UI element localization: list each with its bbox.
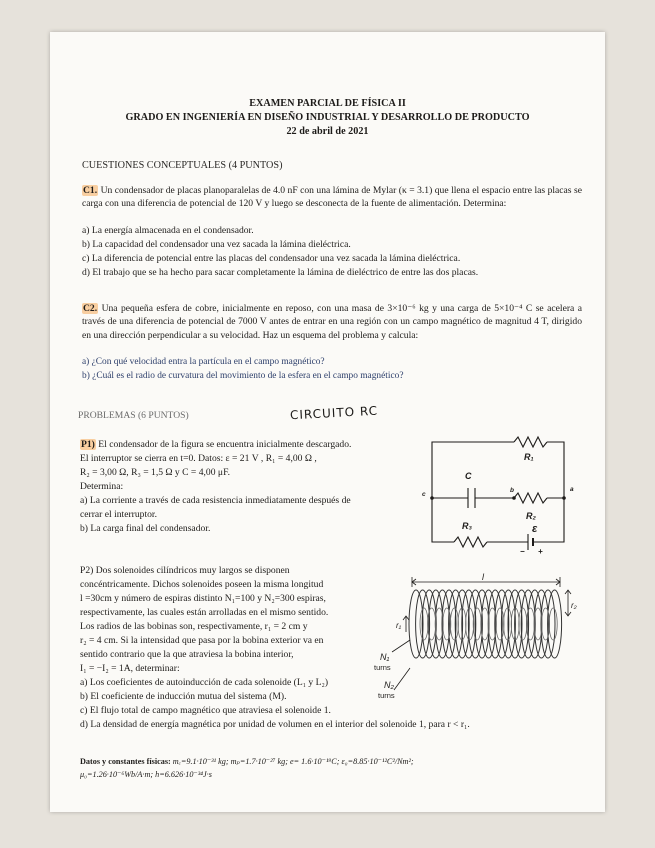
p2-line-5: Los radios de las bobinas son, respectivamente, r₁ = 2 cm y [80, 621, 308, 632]
p2-item-c: c) El flujo total de campo magnético que atraviesa el solenoide 1. [80, 705, 331, 716]
p1-line-3: R₂ = 3,00 Ω, R₃ = 1,5 Ω y C = 4,00 μF. [80, 467, 231, 478]
c2-item-b: b) ¿Cuál es el radio de curvatura del movimiento de la esfera en el campo magnético? [82, 371, 404, 381]
battery-plus: + [538, 547, 543, 554]
n2-turns-label: turns [378, 691, 395, 700]
question-c1 [82, 184, 582, 211]
r3-resistor [454, 537, 487, 547]
c1-label: C1. [83, 185, 98, 196]
r1-label: R₁ [524, 452, 534, 462]
p1-line-4: Determina: [80, 481, 124, 492]
r1-dim-label: r₁ [396, 621, 402, 630]
p2-line-8: I₁ = −I₂ = 1A, determinar: [80, 663, 180, 674]
conceptual-section-title: CUESTIONES CONCEPTUALES (4 PUNTOS) [82, 160, 283, 171]
exam-sheet [50, 32, 605, 812]
rc-circuit-diagram [402, 424, 582, 554]
c2-label: C2. [83, 303, 98, 314]
problems-section-title: PROBLEMAS (6 PUNTOS) [78, 410, 189, 421]
p1-line-1: P1) El condensador de la figura se encuentra inicialmente descargado. [81, 439, 352, 450]
n1-turns-label: turns [374, 663, 391, 672]
c1-intro: Un condensador de placas planoparalelas de 4.0 nF con una lámina de Mylar (κ = 3.1) que llena el espacio entre las placas se carga con una diferencia de potencial de 120 V y luego se desconecta de la fuente de alimentación. Determina: [82, 185, 582, 210]
c2-intro: Una pequeña esfera de cobre, inicialmente en reposo, con una masa de 3×10⁻⁶ kg y una carga de 5×10⁻⁴ C se acelera a través de una diferencia de potencial de 7000 V antes de entrar en una región con un campo magnético de magnitud 4 T, dirigido en una dirección perpendicular a su velocidad. Haz un esquema del problema y calcula: [82, 303, 582, 341]
exam-title: EXAMEN PARCIAL DE FÍSICA II [249, 98, 406, 109]
p2-line-3: l =30cm y número de espiras distinto N₁=100 y N₂=300 espiras, [80, 593, 326, 604]
r2-dim-label: r₂ [571, 601, 577, 610]
p2-line-4: respectivamente, las cuales están arrolladas en el mismo sentido. [80, 607, 329, 618]
p2-item-a: a) Los coeficientes de autoinducción de cada solenoide (L₁ y L₂) [80, 677, 329, 688]
inner-coil-turn [420, 608, 428, 640]
length-label: l [482, 572, 484, 582]
p2-line-2: concéntricamente. Dichos solenoides poseen la misma longitud [80, 579, 324, 590]
p1-line-5: a) La corriente a través de cada resistencia inmediatamente después de [80, 495, 351, 506]
r3-label: R₃ [462, 521, 472, 531]
p2-line-1: P2) Dos solenoides cilíndricos muy largos se disponen [80, 565, 290, 576]
p2-item-b: b) El coeficiente de inducción mutua del sistema (M). [80, 691, 287, 702]
solenoid-diagram [372, 572, 582, 702]
r2-resistor [514, 493, 547, 503]
inner-coil-turn [496, 608, 504, 640]
node-b [512, 496, 516, 500]
c1-item-a: a) La energía almacenada en el condensador. [82, 225, 254, 236]
question-c2 [82, 302, 582, 342]
inner-coil-turn [473, 608, 481, 640]
inner-coil-turn [519, 608, 527, 640]
node-a-label: a [570, 486, 574, 493]
constants-title: Datos y constantes físicas: [80, 757, 171, 766]
p2-item-d: d) La densidad de energía magnética por unidad de volumen en el interior del solenoide 1, para r < r₁. [80, 719, 470, 730]
c1-item-c: c) La diferencia de potencial entre las placas del condensador una vez sacada la lámina dieléctrica. [82, 253, 461, 264]
p1-line-6: cerrar el interruptor. [80, 509, 157, 520]
c1-item-d: d) El trabajo que se ha hecho para sacar completamente la lámina de dieléctrico de entre las dos placas. [82, 267, 479, 278]
p2-line-7: sentido contrario que la que atraviesa la bobina interior, [80, 649, 294, 660]
n1-label: N₁ [380, 652, 390, 662]
handwritten-note: CIRCUITO RC [289, 403, 379, 423]
inner-coil-turn [549, 608, 557, 640]
p1-line-2: El interruptor se cierra en t=0. Datos: ε = 21 V , R₁ = 4,00 Ω , [80, 453, 317, 464]
r2-label: R₂ [526, 511, 536, 521]
c1-item-b: b) La capacidad del condensador una vez sacada la lámina dieléctrica. [82, 239, 351, 250]
node-c-label: c [422, 491, 426, 498]
p2-label: P2) [80, 565, 94, 576]
degree-title: GRADO EN INGENIERÍA EN DISEÑO INDUSTRIAL Y DESARROLLO DE PRODUCTO [125, 112, 530, 123]
capacitor-label: C [465, 471, 472, 481]
p2-line-6: r₂ = 4 cm. Si la intensidad que pasa por la bobina exterior va en [80, 635, 324, 646]
battery-minus: − [520, 547, 525, 554]
node-a [562, 496, 566, 500]
p1-line-7: b) La carga final del condensador. [80, 523, 211, 534]
r1-resistor [514, 437, 547, 447]
p1-label: P1) [81, 439, 95, 450]
constants-line-2: μ₀=1.26·10⁻⁶Wb/A·m; h=6.626·10⁻³⁴J·s [80, 770, 212, 779]
n2-label: N₂ [384, 680, 394, 690]
constants-line-1: Datos y constantes físicas: mₑ=9.1·10⁻³¹ kg; mₚ=1.7·10⁻²⁷ kg; e= 1.6·10⁻¹⁹C; ε₀=8.85·10⁻¹²C²/Nm²; [80, 757, 414, 766]
outer-solenoid-coils [409, 590, 562, 658]
c2-item-a: a) ¿Con qué velocidad entra la partícula en el campo magnético? [82, 357, 325, 367]
node-b-label: b [510, 487, 514, 494]
inner-coil-turn [450, 608, 458, 640]
emf-label: ε [532, 523, 538, 535]
node-c [430, 496, 434, 500]
exam-date: 22 de abril de 2021 [286, 126, 369, 137]
